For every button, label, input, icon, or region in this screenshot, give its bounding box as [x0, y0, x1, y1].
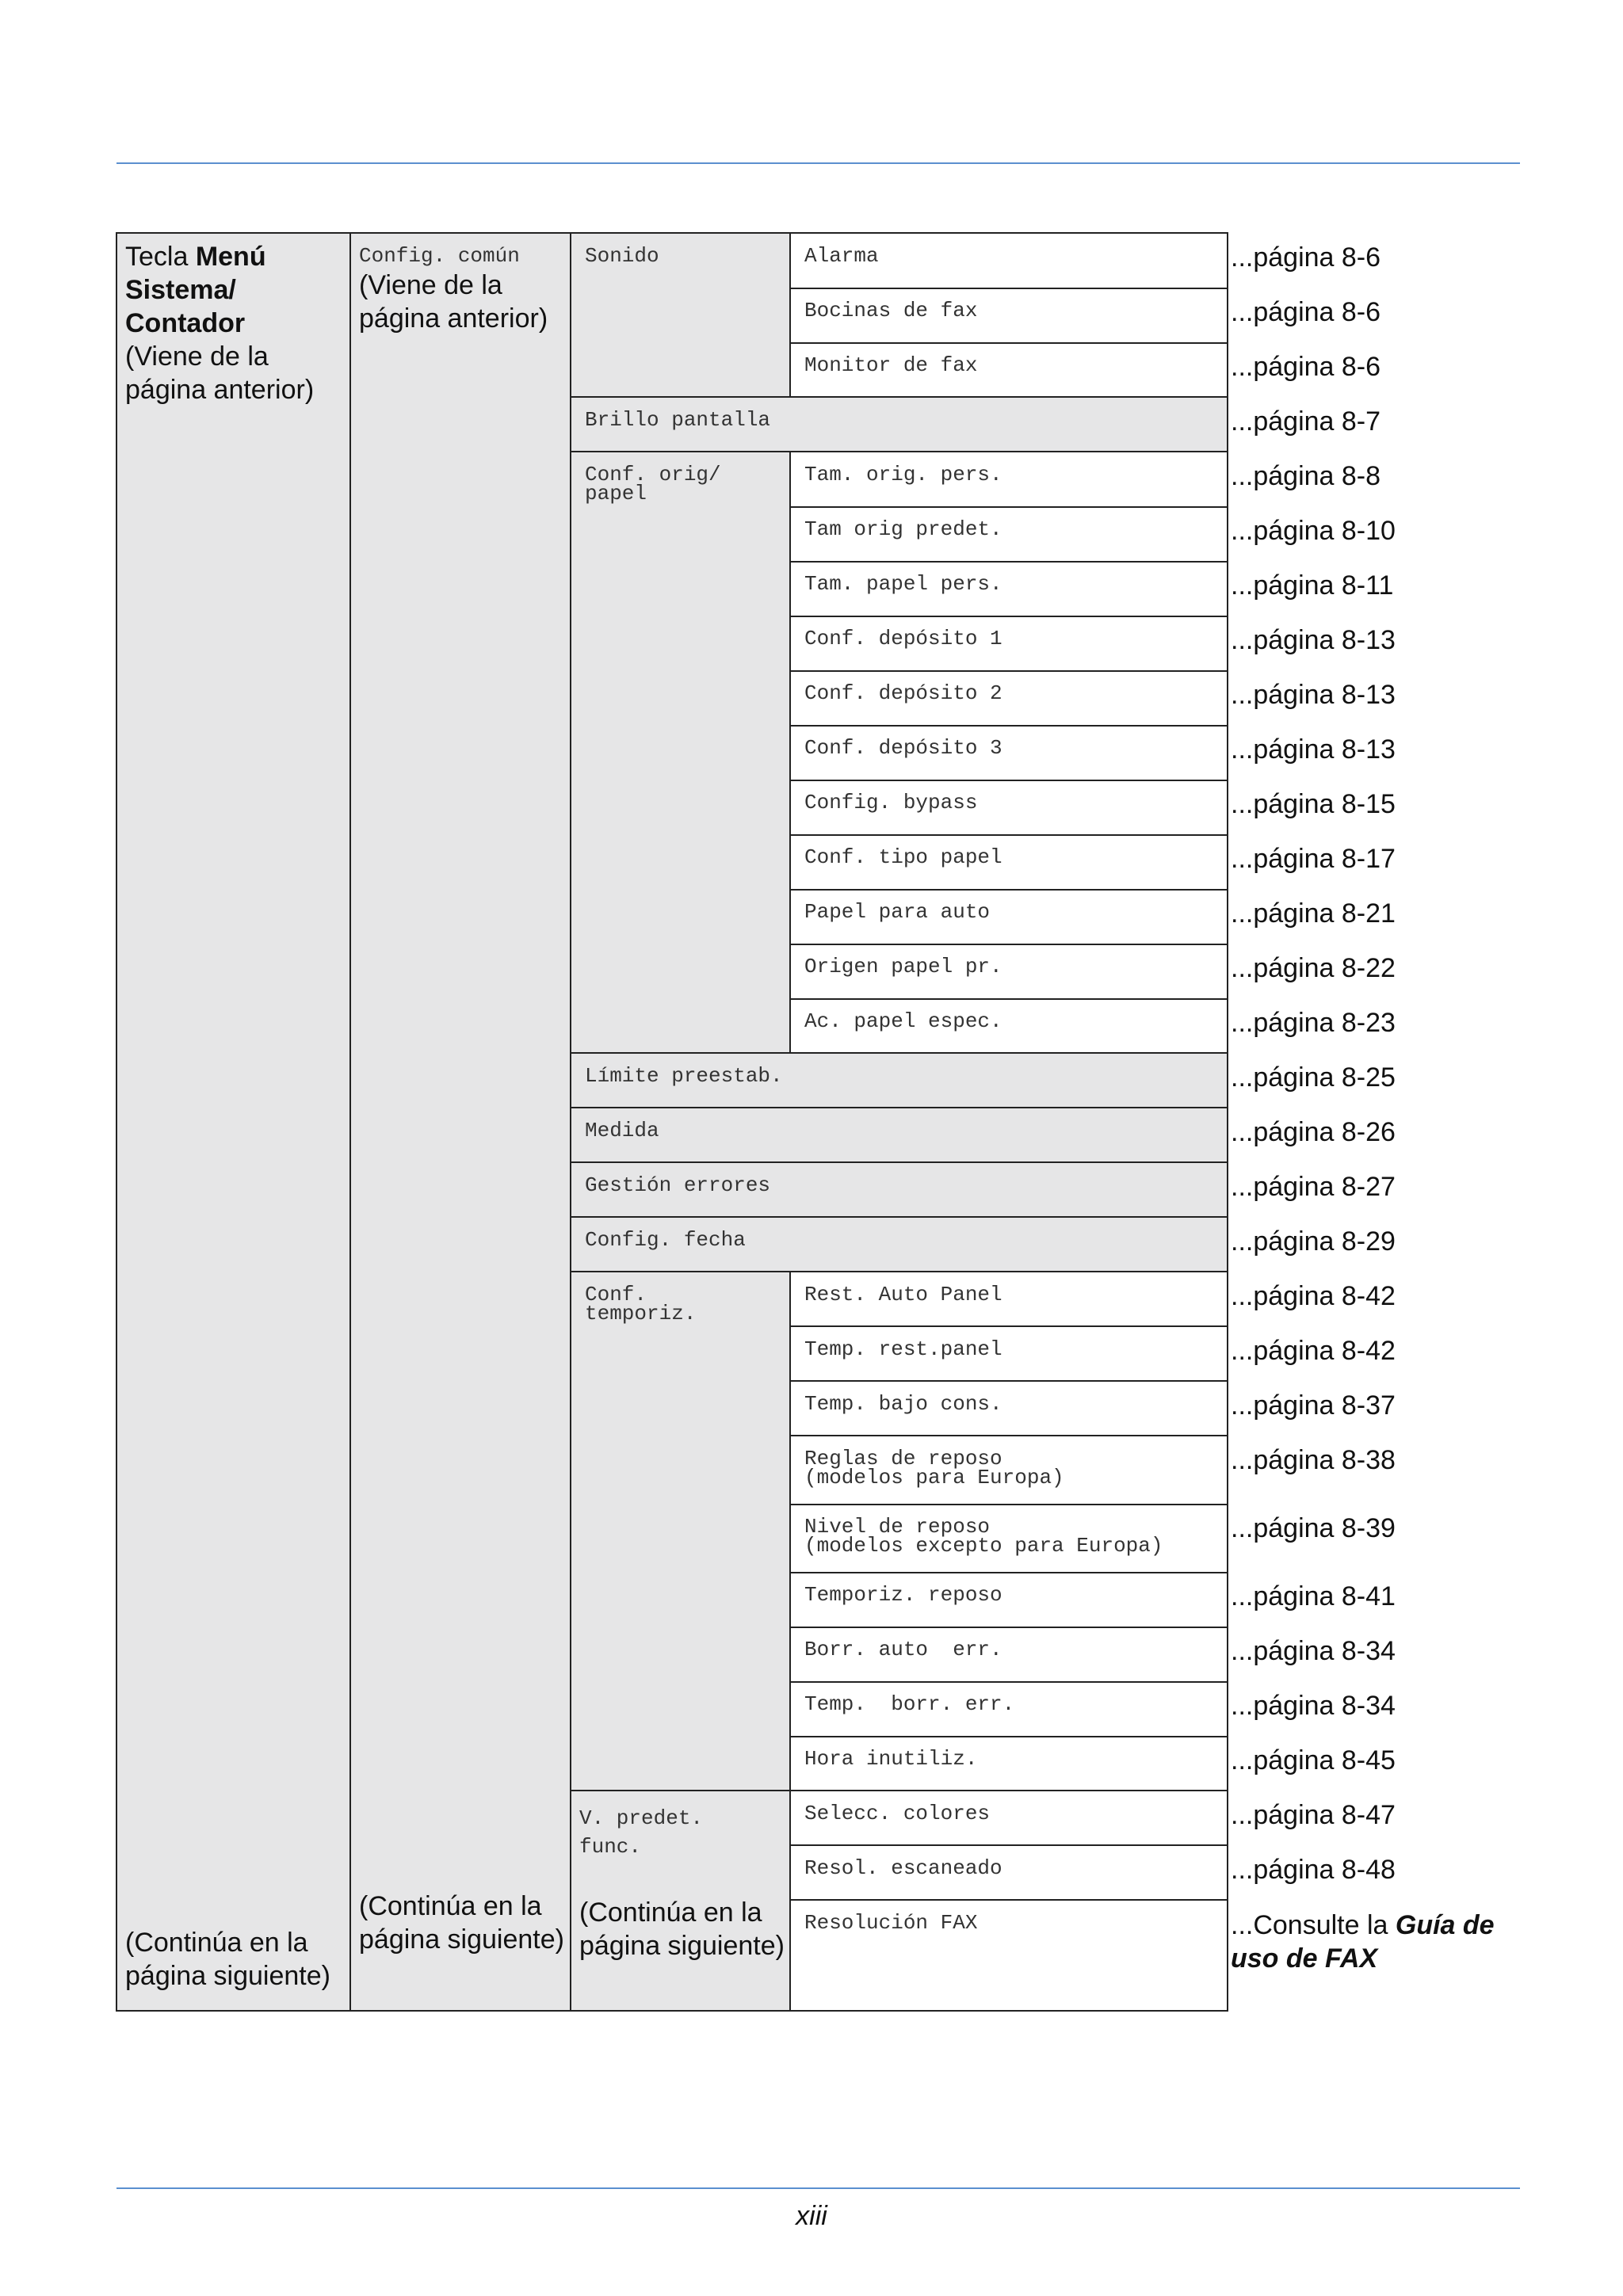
page-ref: ...página 8-37 [1231, 1390, 1396, 1421]
hline-34-6 [570, 1216, 1228, 1218]
hline-bottom [116, 2010, 1228, 2012]
hline-4 [789, 1380, 1228, 1382]
menu-item: Resol. escaneado [804, 1856, 1002, 1880]
menu-item: Conf. depósito 2 [804, 681, 1002, 705]
menu-item: Reglas de reposo (modelos para Europa) [804, 1447, 1064, 1489]
hline-34-8 [570, 1790, 1228, 1791]
col3-limite: Límite preestab. [585, 1064, 783, 1088]
menu-item: Tam. orig. pers. [804, 463, 1002, 486]
hline-4 [789, 1435, 1228, 1436]
page-ref: ...página 8-42 [1231, 1281, 1396, 1311]
hline-4 [789, 780, 1228, 781]
col3-sonido: Sonido [585, 244, 659, 268]
hline-4 [789, 1899, 1228, 1901]
col3-brillo: Brillo pantalla [585, 408, 771, 432]
page-ref: ...página 8-21 [1231, 898, 1396, 929]
hline-4 [789, 944, 1228, 945]
hline-34-7 [570, 1271, 1228, 1272]
page-ref: ...página 8-45 [1231, 1745, 1396, 1775]
page-ref: ...página 8-13 [1231, 680, 1396, 710]
col1-bg [116, 233, 350, 2011]
hline-34-4 [570, 1107, 1228, 1108]
menu-item: Conf. depósito 3 [804, 736, 1002, 760]
hline-4 [789, 1627, 1228, 1628]
page-ref: ...página 8-6 [1231, 242, 1381, 273]
page-ref: ...página 8-48 [1231, 1855, 1396, 1885]
page-ref: ...página 8-29 [1231, 1226, 1396, 1257]
page-ref: ...página 8-17 [1231, 844, 1396, 874]
hline-4 [789, 1844, 1228, 1846]
hline-34-3 [570, 1052, 1228, 1054]
menu-item: Borr. auto err. [804, 1638, 1002, 1661]
menu-item: Rest. Auto Panel [804, 1283, 1002, 1306]
hline-4 [789, 1504, 1228, 1505]
page-ref: ...página 8-15 [1231, 789, 1396, 819]
menu-item: Selecc. colores [804, 1802, 991, 1825]
col3-config-fecha: Config. fecha [585, 1228, 746, 1252]
page-ref: ...página 8-41 [1231, 1581, 1396, 1611]
page-ref: ...página 8-39 [1231, 1513, 1396, 1543]
hline-4 [789, 288, 1228, 289]
hline-4 [789, 1681, 1228, 1683]
hline-4 [789, 342, 1228, 344]
page-number: xiii [796, 2201, 827, 2231]
medida-row-bg [571, 1108, 1228, 1162]
hline-4 [789, 889, 1228, 891]
page-ref: ...página 8-42 [1231, 1336, 1396, 1366]
menu-item: Temp. bajo cons. [804, 1392, 1002, 1416]
hline-4 [789, 725, 1228, 727]
page-ref: ...página 8-22 [1231, 953, 1396, 983]
menu-item: Temp. rest.panel [804, 1337, 1002, 1361]
col2-label: Config. común [359, 244, 520, 268]
vline-left [116, 232, 117, 2012]
hline-4 [789, 561, 1228, 563]
menu-item: Conf. depósito 1 [804, 627, 1002, 650]
col3-conf-temporiz: Conf. temporiz. [585, 1283, 697, 1325]
vline-col4-b [789, 451, 791, 1054]
menu-item: Papel para auto [804, 900, 991, 924]
page-ref: ...página 8-7 [1231, 406, 1381, 437]
page-ref: ...página 8-25 [1231, 1062, 1396, 1093]
hline-34-2 [570, 451, 1228, 452]
vline-col3 [570, 232, 571, 2012]
col3-v-predet: V. predet. func. [579, 1806, 704, 1859]
menu-item: Tam. papel pers. [804, 572, 1002, 596]
page-ref: ...página 8-13 [1231, 734, 1396, 765]
page-ref: ...página 8-13 [1231, 625, 1396, 655]
hline-34-5 [570, 1161, 1228, 1163]
page-ref: ...página 8-34 [1231, 1691, 1396, 1721]
page-ref: ...página 8-10 [1231, 516, 1396, 546]
hline-4 [789, 1736, 1228, 1737]
page-ref: ...página 8-38 [1231, 1445, 1396, 1475]
col3-conf-orig: Conf. orig/ papel [585, 463, 721, 505]
menu-item: Ac. papel espec. [804, 1009, 1002, 1033]
page-ref: ...página 8-27 [1231, 1172, 1396, 1202]
vline-col2 [349, 232, 351, 2012]
page-ref: ...página 8-34 [1231, 1636, 1396, 1666]
hline-4 [789, 1325, 1228, 1327]
hline-4 [789, 998, 1228, 1000]
vline-col4-a [789, 232, 791, 398]
col2-note: (Viene de la página anterior) [359, 270, 548, 334]
menu-item: Alarma [804, 244, 879, 268]
hline-4 [789, 506, 1228, 508]
menu-item: Monitor de fax [804, 353, 978, 377]
page-ref-fax-guide: ...Consulte la Guía de uso de FAX [1231, 1910, 1495, 1974]
bottom-rule [116, 2187, 1520, 2189]
hline-4 [789, 616, 1228, 617]
menu-item: Config. bypass [804, 791, 978, 814]
page-ref: ...página 8-47 [1231, 1800, 1396, 1830]
page-ref: ...página 8-6 [1231, 352, 1381, 382]
menu-item: Hora inutiliz. [804, 1747, 978, 1771]
col2-continued: (Continúa en la página siguiente) [359, 1891, 564, 1955]
vline-right [1227, 232, 1228, 2012]
col1-note: (Viene de la página anterior) [125, 341, 315, 405]
menu-item: Bocinas de fax [804, 299, 978, 322]
hline-34-1 [570, 396, 1228, 398]
page-ref: ...página 8-6 [1231, 297, 1381, 327]
menu-item: Tam orig predet. [804, 517, 1002, 541]
hline-4 [789, 834, 1228, 836]
page-ref: ...página 8-11 [1231, 570, 1394, 601]
page-ref: ...página 8-8 [1231, 461, 1381, 491]
page-ref: ...página 8-23 [1231, 1008, 1396, 1038]
hline-4 [789, 670, 1228, 672]
menu-item: Conf. tipo papel [804, 845, 1002, 869]
menu-item: Origen papel pr. [804, 955, 1002, 978]
col3-medida: Medida [585, 1119, 659, 1142]
menu-item: Temporiz. reposo [804, 1583, 1002, 1607]
page-ref: ...página 8-26 [1231, 1117, 1396, 1147]
menu-item: Temp. borr. err. [804, 1692, 1015, 1716]
col1-continued: (Continúa en la página siguiente) [125, 1928, 330, 1991]
hline-top [116, 232, 1228, 234]
col1-key-label: Tecla Menú Sistema/ Contador [125, 242, 266, 338]
top-rule [116, 162, 1520, 164]
menu-item: Resolución FAX [804, 1911, 978, 1935]
col2-bg [350, 233, 571, 2011]
col3-gestion: Gestión errores [585, 1173, 771, 1197]
col3-continued: (Continúa en la página siguiente) [579, 1897, 785, 1961]
hline-4 [789, 1572, 1228, 1573]
menu-item: Nivel de reposo (modelos excepto para Europa) [804, 1515, 1163, 1558]
